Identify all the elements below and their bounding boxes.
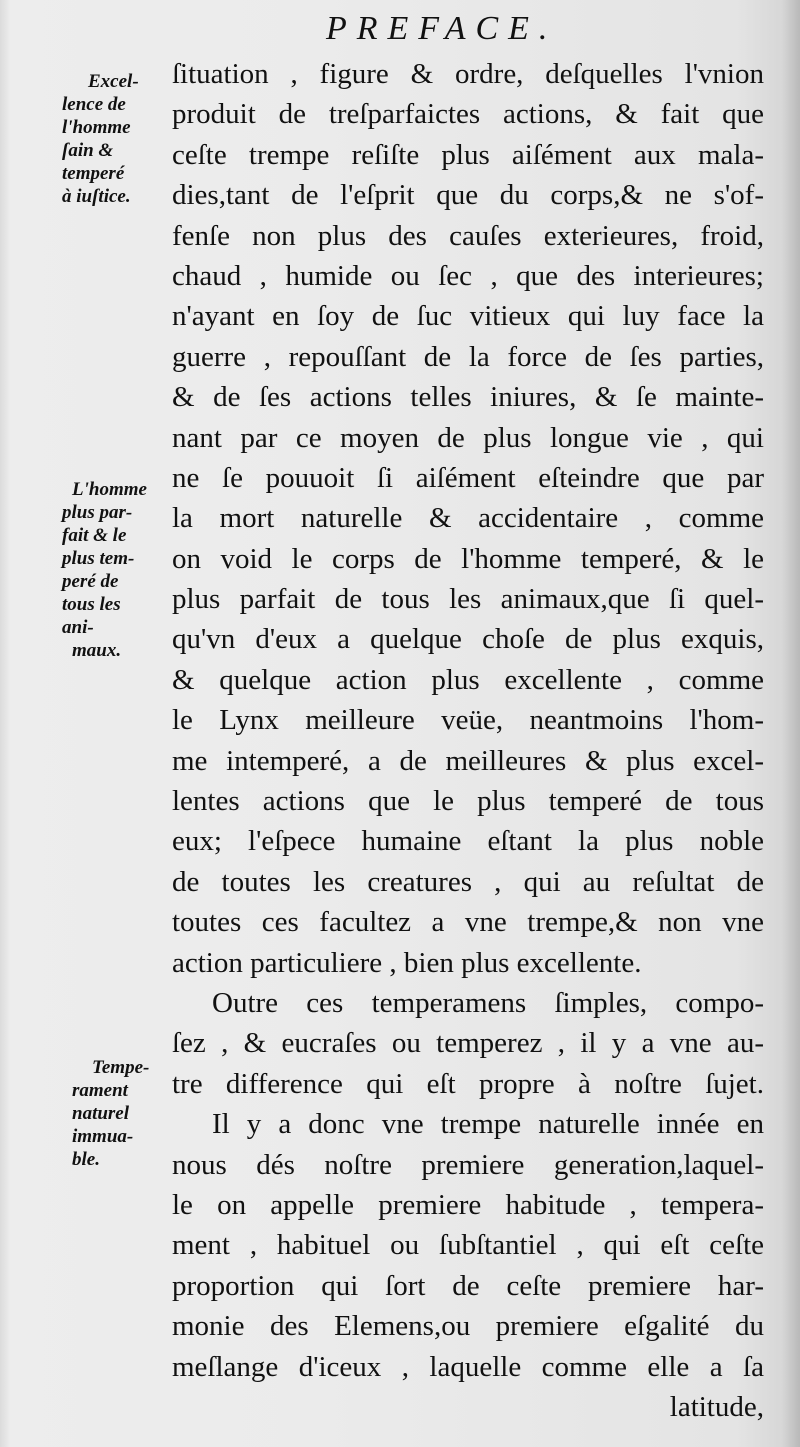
margin-note-line: ble. bbox=[72, 1149, 100, 1170]
margin-note-line: Excel- bbox=[88, 71, 139, 92]
text-line: plus parfait de tous les animaux,que ſi quel- bbox=[172, 583, 764, 616]
margin-note-temperament bbox=[58, 1056, 168, 1171]
catchword: latitude, bbox=[669, 1390, 764, 1423]
page-gutter-shadow bbox=[0, 0, 10, 1447]
margin-note-line: l'homme bbox=[62, 117, 131, 138]
margin-note-line: plus tem- bbox=[62, 548, 135, 569]
text-line: ſituation , figure & ordre, deſquelles l'vnion bbox=[172, 58, 764, 90]
text-line: qu'vn d'eux a quelque choſe de plus exquis, bbox=[172, 623, 764, 656]
margin-note-line: Tempe- bbox=[92, 1057, 150, 1078]
text-line: ſez , & eucraſes ou temperez , il y a vne au- bbox=[172, 1027, 764, 1060]
text-line: Outre ces temperamens ſimples, compo- bbox=[212, 986, 764, 1019]
body-text bbox=[172, 54, 764, 1427]
margin-note-line: plus par- bbox=[62, 502, 133, 523]
margin-note-line: peré de bbox=[62, 571, 119, 592]
page-edge-shadow bbox=[782, 0, 800, 1447]
margin-note-line: temperé bbox=[62, 163, 125, 184]
text-line: ne ſe pouuoit ſi aiſément eſteindre que par bbox=[172, 461, 764, 494]
text-line: me intemperé, a de meilleures & plus excel- bbox=[172, 744, 764, 777]
text-line: proportion qui ſort de ceſte premiere har- bbox=[172, 1269, 764, 1302]
margin-note-line: fait & le bbox=[62, 525, 127, 546]
text-line: nous dés noſtre premiere generation,laquel- bbox=[172, 1148, 764, 1181]
margin-note-line: ſain & bbox=[62, 140, 114, 161]
text-line: guerre , repouſſant de la force de ſes parties, bbox=[172, 340, 764, 373]
text-line: & quelque action plus excellente , comme bbox=[172, 663, 764, 696]
text-line: le Lynx meilleure veüe, neantmoins l'hom- bbox=[172, 704, 764, 737]
text-line: action particuliere , bien plus excellente. bbox=[172, 946, 642, 979]
margin-note-line: lence de bbox=[62, 94, 126, 115]
text-line: lentes actions que le plus temperé de tous bbox=[172, 785, 764, 818]
running-title: PREFACE. bbox=[326, 10, 558, 47]
text-line: ment , habituel ou ſubſtantiel , qui eſt ceſte bbox=[172, 1229, 764, 1262]
text-line: la mort naturelle & accidentaire , comme bbox=[172, 502, 764, 535]
text-line: tre difference qui eſt propre à noſtre ſujet. bbox=[172, 1067, 764, 1100]
text-line: eux; l'eſpece humaine eſtant la plus noble bbox=[172, 825, 764, 858]
text-line: & de ſes actions telles iniures, & ſe mainte- bbox=[172, 381, 764, 414]
text-line: chaud , humide ou ſec , que des interieures; bbox=[172, 259, 764, 292]
text-line: Il y a donc vne trempe naturelle innée en bbox=[212, 1108, 764, 1141]
text-line: n'ayant en ſoy de ſuc vitieux qui luy face la bbox=[172, 300, 764, 333]
margin-note-line: tous les bbox=[62, 594, 121, 615]
text-line: le on appelle premiere habitude , tempera- bbox=[172, 1188, 764, 1221]
margin-note-line: à iuſtice. bbox=[62, 186, 131, 207]
margin-note-line: immua- bbox=[72, 1126, 134, 1147]
margin-note-line: naturel bbox=[72, 1103, 130, 1124]
margin-note-excellence bbox=[58, 70, 168, 208]
text-line: toutes ces facultez a vne trempe,& non vne bbox=[172, 906, 764, 939]
text-line: monie des Elemens,ou premiere eſgalité du bbox=[172, 1310, 764, 1343]
text-line: ceſte trempe reſiſte plus aiſément aux mala- bbox=[172, 138, 764, 171]
margin-note-line: L'homme bbox=[72, 479, 147, 500]
text-line: meſlange d'iceux , laquelle comme elle a ſa bbox=[172, 1350, 764, 1383]
margin-note-line: maux. bbox=[72, 640, 122, 661]
text-line: on void le corps de l'homme temperé, & le bbox=[172, 542, 764, 575]
margin-note-line: rament bbox=[72, 1080, 128, 1101]
text-line: dies,tant de l'eſprit que du corps,& ne s'of- bbox=[172, 179, 764, 212]
margin-note-homme-parfait bbox=[58, 478, 168, 662]
margin-note-line: ani- bbox=[62, 617, 94, 638]
text-line: nant par ce moyen de plus longue vie , qui bbox=[172, 421, 764, 454]
text-line: de toutes les creatures , qui au reſultat de bbox=[172, 865, 764, 898]
text-line: fenſe non plus des cauſes exterieures, froid, bbox=[172, 219, 764, 252]
text-line: produit de treſparfaictes actions, & fait que bbox=[172, 98, 764, 131]
